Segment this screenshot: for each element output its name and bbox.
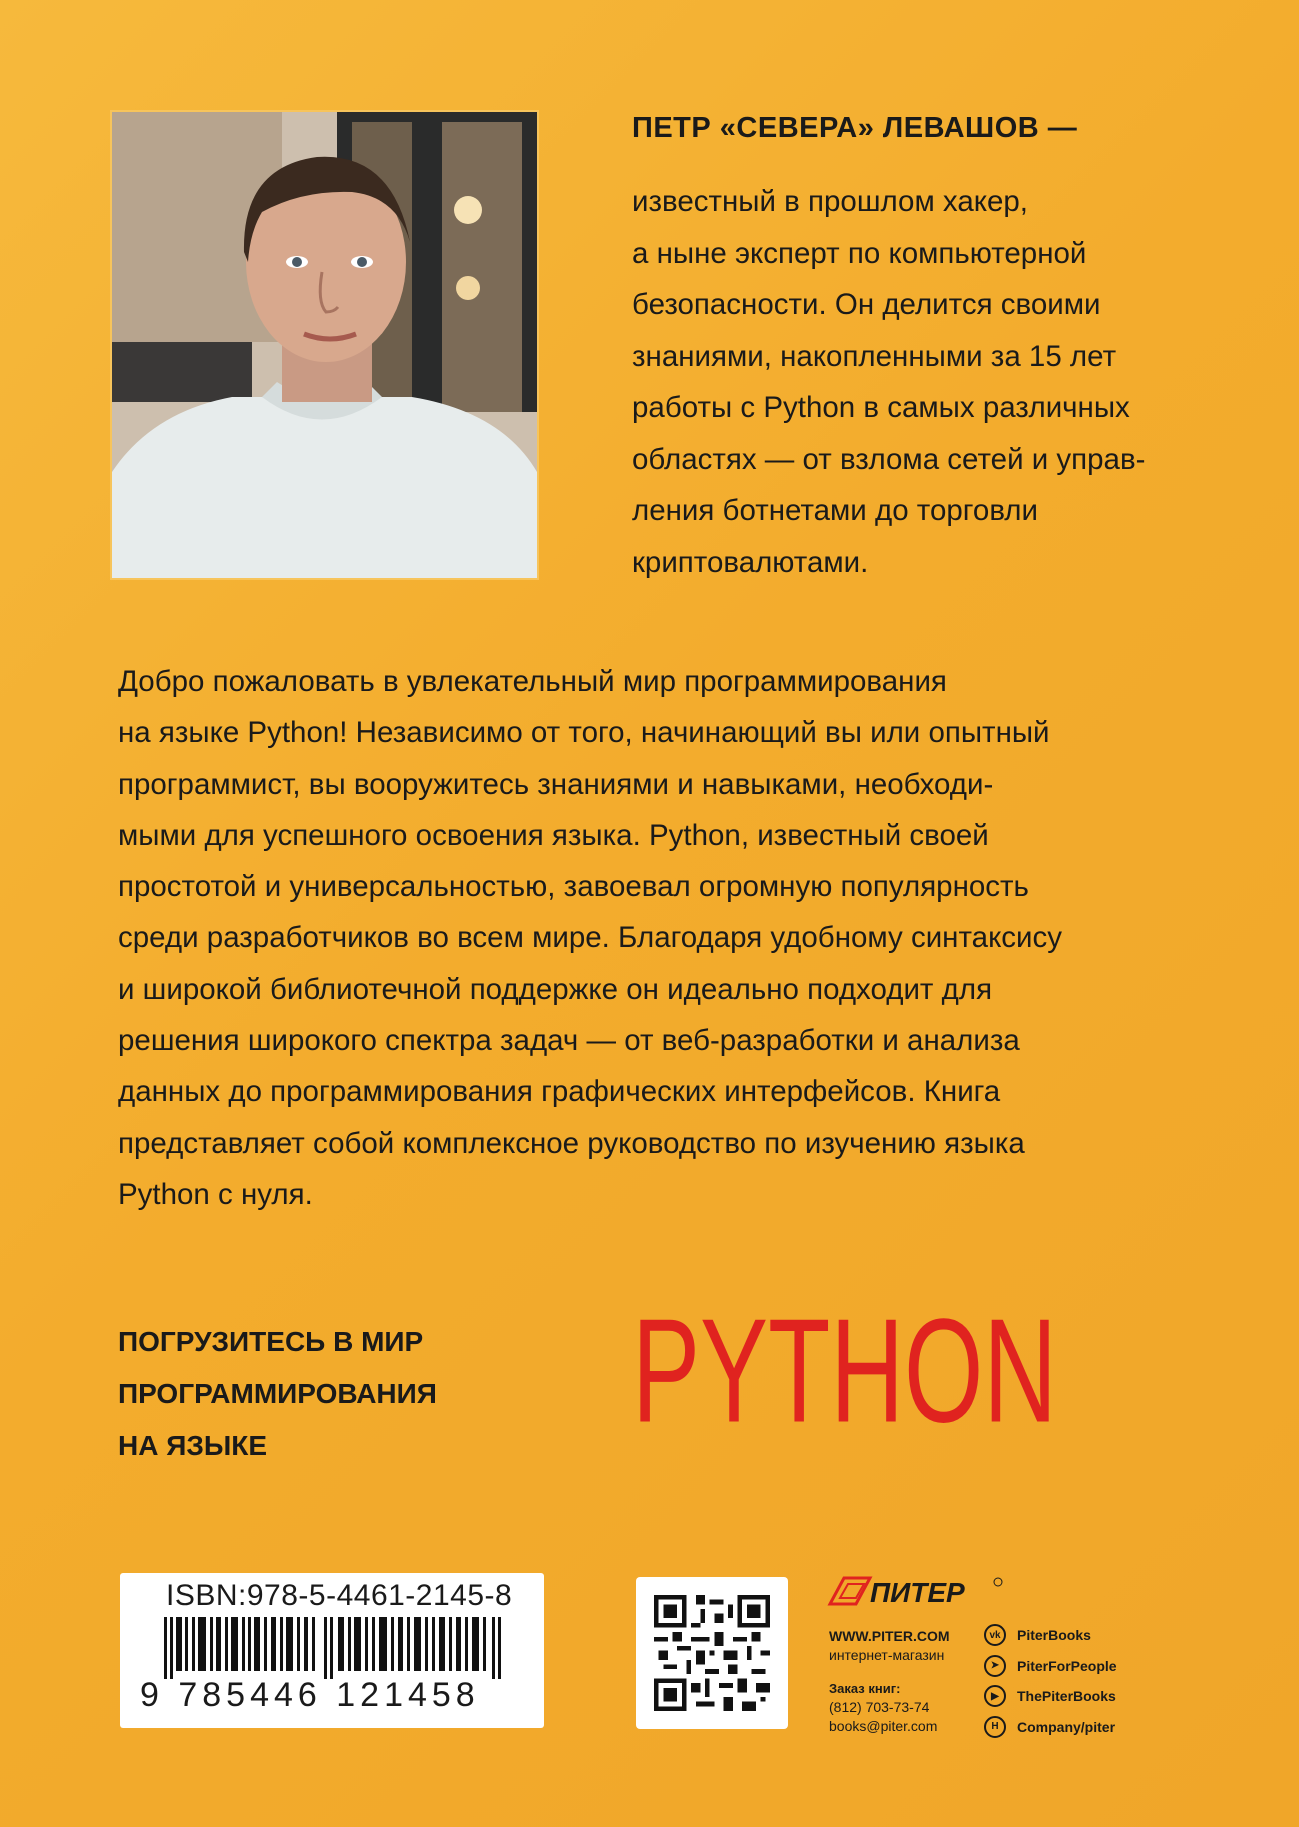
description-line: простотой и универсальностью, завоевал огромную популярность bbox=[118, 870, 1029, 904]
telegram-icon: ➤ bbox=[984, 1655, 1006, 1677]
isbn-digits: 9 785446 121458 bbox=[140, 1676, 480, 1714]
tagline-line: ПОГРУЗИТЕСЬ В МИР bbox=[118, 1326, 424, 1357]
order-email: books@piter.com bbox=[829, 1718, 938, 1734]
publisher-shop-label: интернет-магазин bbox=[829, 1647, 945, 1663]
tagline-line: НА ЯЗЫКЕ bbox=[118, 1430, 268, 1461]
description-line: данных до программирования графических интерфейсов. Книга bbox=[118, 1075, 1001, 1109]
play-icon: ▶ bbox=[984, 1685, 1006, 1707]
qr-code bbox=[636, 1577, 788, 1729]
vk-icon: vk bbox=[984, 1624, 1006, 1646]
author-bio-line: а ныне эксперт по компьютерной bbox=[632, 236, 1087, 270]
tagline bbox=[118, 1316, 437, 1472]
social-links bbox=[984, 1620, 1117, 1742]
book-description bbox=[118, 656, 1198, 1220]
description-line: мыми для успешного освоения языка. Python, известный своей bbox=[118, 818, 989, 852]
social-item-vk bbox=[984, 1620, 1117, 1651]
description-line: представляет собой комплексное руководство по изучению языка bbox=[118, 1126, 1025, 1160]
qr-code-image bbox=[654, 1595, 770, 1711]
social-item-video bbox=[984, 1681, 1117, 1712]
python-title bbox=[632, 1312, 1057, 1464]
author-bio-line: областях — от взлома сетей и управ- bbox=[632, 442, 1146, 476]
author-name: ПЕТР «СЕВЕРА» ЛЕВАШОВ — bbox=[632, 112, 1078, 144]
social-label: PiterBooks bbox=[1017, 1627, 1091, 1644]
description-line: Добро пожаловать в увлекательный мир программирования bbox=[118, 665, 947, 698]
description-line: Python с нуля. bbox=[118, 1177, 313, 1211]
publisher-logo bbox=[826, 1574, 1006, 1608]
author-bio-line: ления ботнетами до торговли bbox=[632, 494, 1038, 527]
author-bio-line: безопасности. Он делится своими bbox=[632, 288, 1101, 321]
social-label: PiterForPeople bbox=[1017, 1657, 1117, 1674]
author-bio-line: криптовалютами. bbox=[632, 545, 869, 579]
description-line: и широкой библиотечной поддержке он идеально подходит для bbox=[118, 972, 993, 1006]
isbn-label: ISBN:978-5-4461-2145-8 bbox=[166, 1579, 513, 1612]
social-label: Company/piter bbox=[1017, 1718, 1116, 1735]
description-line: среди разработчиков во всем мире. Благодаря удобному синтаксису bbox=[118, 921, 1063, 955]
author-bio-line: известный в прошлом хакер, bbox=[632, 185, 1029, 218]
tagline-line: ПРОГРАММИРОВАНИЯ bbox=[118, 1378, 437, 1409]
order-phone: (812) 703-73-74 bbox=[829, 1699, 930, 1715]
author-bio-line: знаниями, накопленными за 15 лет bbox=[632, 339, 1117, 373]
author-bio bbox=[632, 176, 1202, 588]
social-label: ThePiterBooks bbox=[1017, 1688, 1116, 1705]
python-title-text: PYTHON bbox=[632, 1312, 1057, 1454]
description-line: на языке Python! Независимо от того, начинающий вы или опытный bbox=[118, 716, 1050, 750]
publisher-website: WWW.PITER.COM bbox=[829, 1628, 950, 1644]
order-label: Заказ книг: bbox=[829, 1681, 901, 1696]
description-line: решения широкого спектра задач — от веб-разработки и анализа bbox=[118, 1024, 1020, 1058]
publisher-logo-text: ПИТЕР bbox=[870, 1577, 965, 1608]
hh-icon: H bbox=[984, 1716, 1006, 1738]
social-item-hh bbox=[984, 1712, 1117, 1743]
isbn-barcode-block bbox=[120, 1573, 544, 1728]
barcode bbox=[164, 1617, 504, 1679]
social-item-telegram bbox=[984, 1651, 1117, 1682]
author-photo bbox=[112, 112, 537, 578]
author-bio-line: работы с Python в самых различных bbox=[632, 391, 1130, 424]
description-line: программист, вы вооружитесь знаниями и навыками, необходи- bbox=[118, 767, 994, 801]
